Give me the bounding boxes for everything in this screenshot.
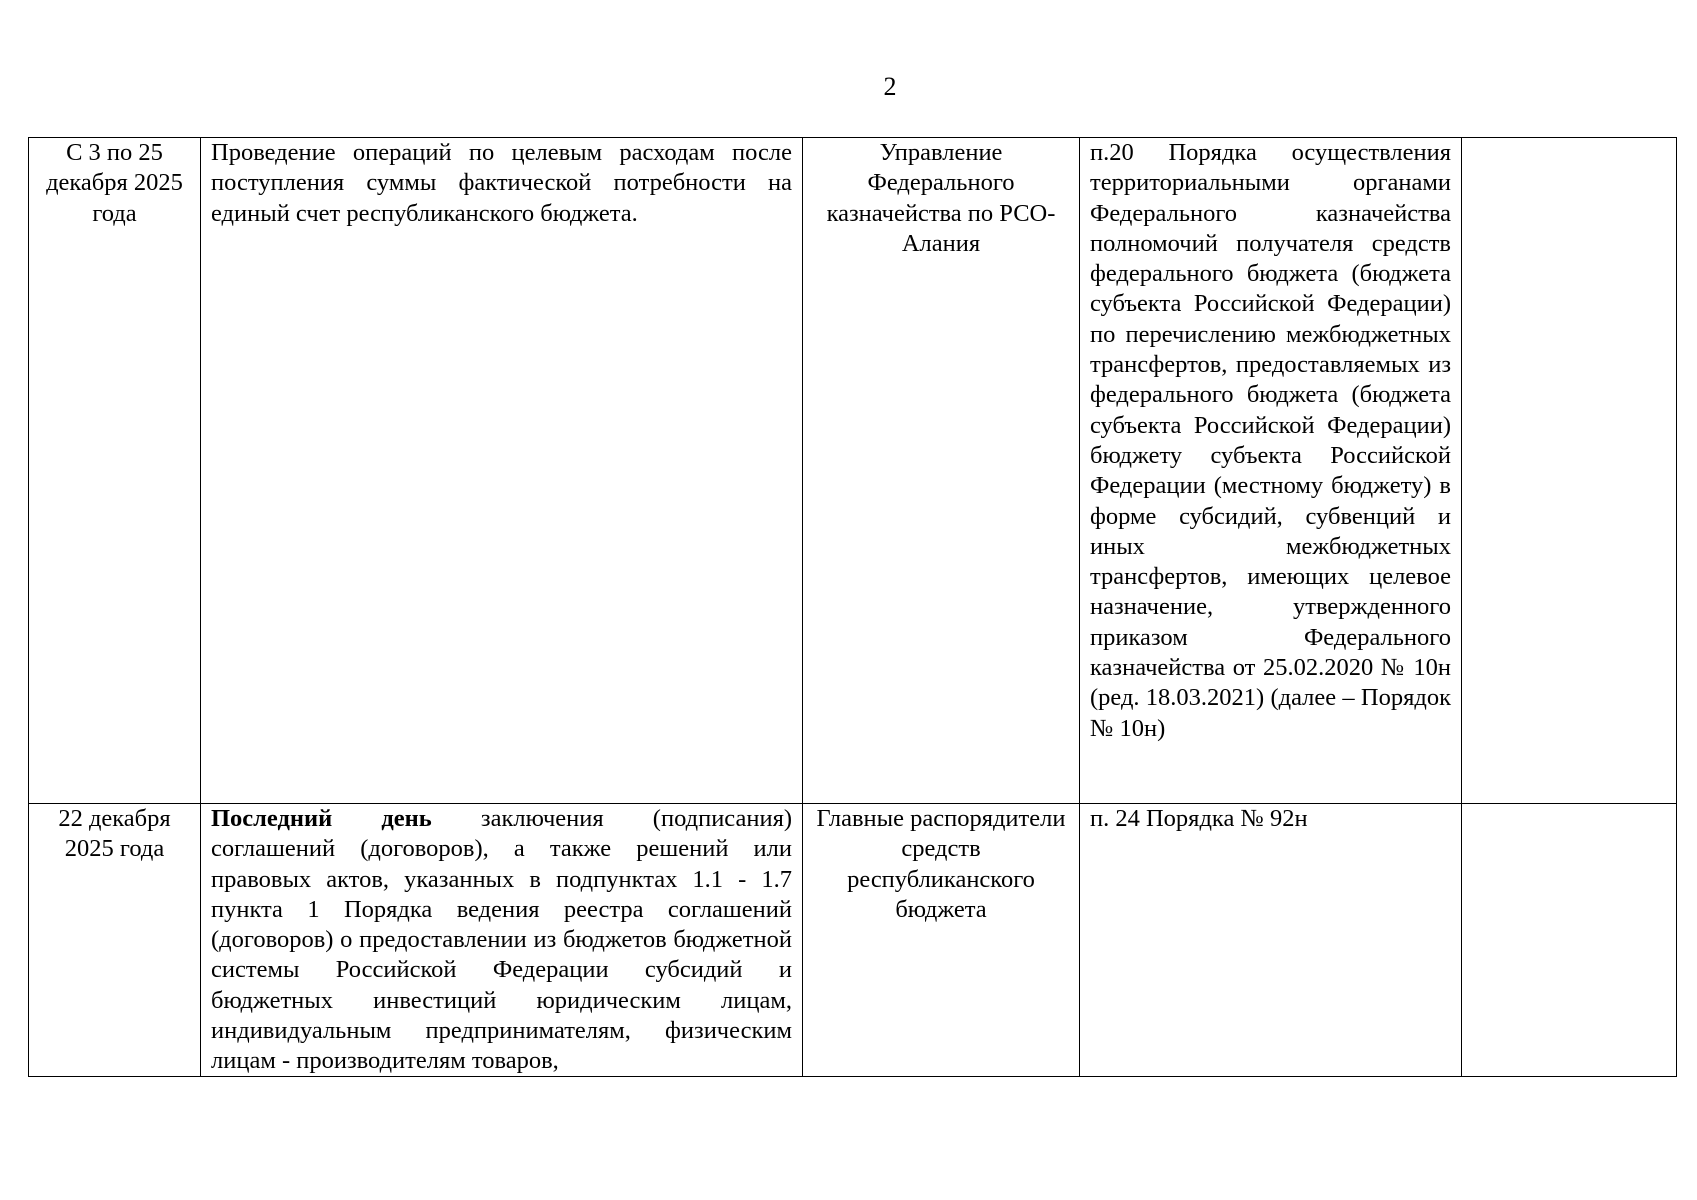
schedule-table: [28, 137, 1677, 1077]
reference-cell: п. 24 Порядка № 92н: [1080, 804, 1462, 1077]
page-number: 2: [883, 72, 897, 101]
event-emphasis: Последний день: [211, 805, 432, 832]
responsible-cell: Главные распорядители средств республиканского бюджета: [803, 804, 1080, 1077]
date-cell: 22 декабря 2025 года: [29, 804, 201, 1077]
event-text: заключения (подписания) соглашений (договоров), а также решений или правовых актов, указанных в подпунктах 1.1 - 1.7 пункта 1 Порядка ведения реестра соглашений (договоров) о предоставлении из бюджетов бюджетной системы Российской Федерации субсидий и бюджетных инвестиций юридическим лицам, индивидуальным предпринимателям, физическим лицам - производителям товаров,: [211, 805, 792, 1075]
event-cell: [201, 138, 803, 804]
note-cell: [1462, 138, 1677, 804]
event-text: Проведение операций по целевым расходам после поступления суммы фактической потребности на единый счет республиканского бюджета.: [211, 139, 792, 227]
responsible-cell: Управление Федерального казначейства по РСО-Алания: [803, 138, 1080, 804]
table-row: [29, 138, 1677, 804]
table-row: [29, 804, 1677, 1077]
event-cell: [201, 804, 803, 1077]
note-cell: [1462, 804, 1677, 1077]
reference-cell: п.20 Порядка осуществления территориальными органами Федерального казначейства полномочий получателя средств федерального бюджета (бюджета субъекта Российской Федерации) по перечислению межбюджетных трансфертов, предоставляемых из федерального бюджета (бюджета субъекта Российской Федерации) бюджету субъекта Российской Федерации (местному бюджету) в форме субсидий, субвенций и иных межбюджетных трансфертов, имеющих целевое назначение, утвержденного приказом Федерального казначейства от 25.02.2020 № 10н (ред. 18.03.2021) (далее – Порядок № 10н): [1080, 138, 1462, 804]
date-cell: С 3 по 25 декабря 2025 года: [29, 138, 201, 804]
